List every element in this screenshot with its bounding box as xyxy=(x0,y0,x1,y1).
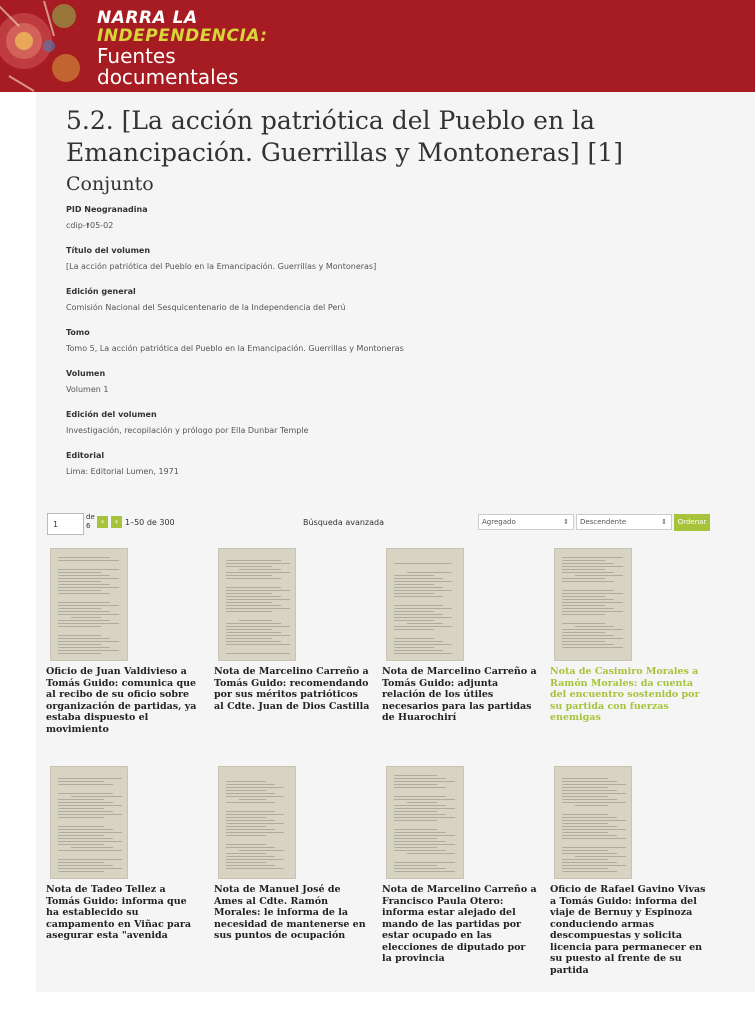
text-line xyxy=(394,620,434,621)
text-line xyxy=(58,793,113,794)
text-line xyxy=(58,611,110,612)
text-line xyxy=(562,566,623,567)
text-line xyxy=(394,587,443,588)
text-line xyxy=(394,862,455,863)
text-line xyxy=(562,629,623,630)
text-line xyxy=(562,593,623,594)
text-line xyxy=(239,799,266,800)
text-line xyxy=(407,572,452,573)
text-line xyxy=(562,790,617,791)
text-line xyxy=(394,850,446,851)
text-line xyxy=(562,557,623,558)
text-line xyxy=(58,653,101,654)
text-line xyxy=(239,569,281,570)
text-line xyxy=(394,578,443,579)
text-line xyxy=(226,641,281,642)
text-line xyxy=(394,596,443,597)
text-line xyxy=(58,620,110,621)
text-line xyxy=(58,841,122,842)
text-line xyxy=(239,850,284,851)
text-line xyxy=(562,826,617,827)
text-line xyxy=(562,596,605,597)
text-line xyxy=(562,865,626,866)
text-line xyxy=(226,638,272,639)
text-line xyxy=(226,796,284,797)
text-line xyxy=(58,626,101,627)
field-pid xyxy=(66,204,726,245)
text-line xyxy=(394,629,434,630)
field-label: PID Neogranadina xyxy=(66,205,148,214)
next-page-button[interactable] xyxy=(111,516,122,528)
text-line xyxy=(58,817,104,818)
text-line xyxy=(226,787,284,788)
text-line xyxy=(562,644,614,645)
text-line xyxy=(226,802,275,803)
text-line xyxy=(58,862,104,863)
text-line xyxy=(562,817,617,818)
text-line xyxy=(562,572,614,573)
text-line xyxy=(58,623,119,624)
text-line xyxy=(575,626,614,627)
text-line xyxy=(394,820,437,821)
text-line xyxy=(58,557,110,558)
text-line xyxy=(394,575,434,576)
result-caption[interactable]: Nota de Marcelino Carreño a Francisco Paula Otero: informa estar alejado del mando de las partidas por estar ocupado en las elecciones de diputado por la provincia xyxy=(382,884,537,964)
text-line xyxy=(58,602,110,603)
prev-page-button[interactable] xyxy=(97,516,108,528)
text-line xyxy=(562,871,617,872)
result-caption[interactable]: Nota de Marcelino Carreño a Tomás Guido: recomendando por sus méritos patrióticos al Cdte. Juan de Dios Castilla xyxy=(214,666,370,712)
text-line xyxy=(58,578,119,579)
text-line xyxy=(394,614,443,615)
text-line xyxy=(562,605,605,606)
result-caption[interactable]: Oficio de Juan Valdivieso a Tomás Guido: comunica que al recibo de su oficio sobre organización de partidas, ya estaba dispuesto el movimiento xyxy=(46,666,197,735)
text-line xyxy=(562,623,605,624)
text-line xyxy=(394,847,437,848)
result-caption[interactable]: Oficio de Rafael Gavino Vivas a Tomás Guido: informa del viaje de Bernuy y Espinoza conduciendo armas descompuestas y solicita licencia para permanecer en su puesto al frente de su partida xyxy=(550,884,706,976)
text-line xyxy=(58,572,101,573)
text-line xyxy=(394,844,455,845)
text-line xyxy=(562,787,608,788)
document-thumbnail[interactable] xyxy=(218,548,296,661)
document-thumbnail[interactable] xyxy=(386,548,464,661)
text-line xyxy=(58,784,113,785)
chevron-left-icon: ‹ xyxy=(100,517,105,526)
text-line xyxy=(575,805,608,806)
text-line xyxy=(226,626,290,627)
text-line xyxy=(394,653,452,654)
text-line xyxy=(394,605,443,606)
field-value: Lima: Editorial Lumen, 1971 xyxy=(66,467,179,476)
text-line xyxy=(407,623,443,624)
text-line xyxy=(58,569,119,570)
text-line xyxy=(226,599,290,600)
text-line xyxy=(394,865,437,866)
result-caption[interactable]: Nota de Casimiro Morales a Ramón Morales: da cuenta del encuentro sostenido por su partida con fuerzas enemigas xyxy=(550,666,700,723)
text-line xyxy=(562,796,608,797)
text-line xyxy=(394,871,455,872)
text-line xyxy=(226,635,290,636)
text-line xyxy=(226,608,290,609)
updown-arrow-icon: ⇕ xyxy=(563,518,569,526)
field-publisher xyxy=(66,450,726,491)
field-value: Volumen 1 xyxy=(66,385,109,394)
text-line xyxy=(226,629,272,630)
field-label: Editorial xyxy=(66,451,105,460)
results-toolbar xyxy=(46,510,726,538)
text-line xyxy=(394,778,446,779)
text-line xyxy=(394,799,455,800)
text-line xyxy=(575,575,623,576)
text-line xyxy=(58,581,101,582)
document-thumbnail[interactable] xyxy=(386,766,464,879)
page-total: 6 xyxy=(86,522,91,530)
text-line xyxy=(58,808,104,809)
text-line xyxy=(562,563,614,564)
text-line xyxy=(562,638,623,639)
updown-arrow-icon: ⇕ xyxy=(661,518,667,526)
text-line xyxy=(58,844,104,845)
text-line xyxy=(226,590,290,591)
text-line xyxy=(226,596,281,597)
text-line xyxy=(394,832,446,833)
text-line xyxy=(394,590,452,591)
text-line xyxy=(226,563,290,564)
result-caption[interactable]: Nota de Manuel José de Ames al Cdte. Ramón Morales: le informa de la necesidad de mantenerse en sus puntos de ocupación xyxy=(214,884,366,941)
text-line xyxy=(562,778,608,779)
text-line xyxy=(58,635,101,636)
field-label: Volumen xyxy=(66,369,106,378)
text-line xyxy=(226,817,266,818)
brand-line-3: Fuentes xyxy=(97,44,176,68)
text-line xyxy=(58,644,101,645)
text-line xyxy=(226,847,275,848)
text-line xyxy=(562,614,605,615)
text-line xyxy=(394,775,437,776)
text-line xyxy=(71,617,101,618)
field-label: Tomo xyxy=(66,328,90,337)
page-of-text: de xyxy=(86,513,95,521)
text-line xyxy=(226,859,284,860)
text-line xyxy=(562,635,614,636)
text-line xyxy=(394,593,434,594)
text-line xyxy=(226,811,275,812)
text-line xyxy=(562,823,608,824)
sort-order-value: Descendente xyxy=(580,518,627,526)
field-label: Edición del volumen xyxy=(66,410,157,419)
text-line xyxy=(58,781,104,782)
text-line xyxy=(226,587,281,588)
text-line xyxy=(407,802,437,803)
field-general-edition xyxy=(66,286,726,327)
text-line xyxy=(58,829,113,830)
text-line xyxy=(226,868,284,869)
text-line xyxy=(226,605,281,606)
text-line xyxy=(394,817,455,818)
text-line xyxy=(407,853,455,854)
text-line xyxy=(562,608,614,609)
field-label: Título del volumen xyxy=(66,246,151,255)
text-line xyxy=(562,599,614,600)
text-line xyxy=(58,778,122,779)
text-line xyxy=(58,871,104,872)
brand-line-2: INDEPENDENCIA: xyxy=(97,26,268,46)
text-line xyxy=(394,644,452,645)
text-line xyxy=(394,641,443,642)
text-line xyxy=(562,578,605,579)
text-line xyxy=(58,811,113,812)
text-line xyxy=(58,805,122,806)
text-line xyxy=(226,829,275,830)
text-line xyxy=(226,566,272,567)
sort-order-select[interactable] xyxy=(576,514,672,530)
text-line xyxy=(575,856,626,857)
text-line xyxy=(58,650,119,651)
text-line xyxy=(226,856,275,857)
text-line xyxy=(58,614,119,615)
text-line xyxy=(226,560,281,561)
text-line xyxy=(562,602,623,603)
text-line xyxy=(562,853,617,854)
text-line xyxy=(394,563,452,564)
text-line xyxy=(226,844,266,845)
field-value: Tomo 5, La acción patriótica del Pueblo en la Emancipación. Guerrillas y Montoneras xyxy=(66,344,404,353)
text-line xyxy=(58,608,101,609)
text-line xyxy=(394,838,437,839)
text-line xyxy=(562,581,614,582)
text-line xyxy=(562,850,608,851)
text-line xyxy=(226,793,275,794)
text-line xyxy=(226,814,284,815)
field-value: Investigación, recopilación y prólogo por Ella Dunbar Temple xyxy=(66,426,309,435)
text-line xyxy=(562,647,623,648)
page-of-label xyxy=(86,513,95,531)
page-title: 5.2. [La acción patriótica del Pueblo en la Emancipación. Guerrillas y Montoneras] [1] xyxy=(66,106,623,167)
text-line xyxy=(58,850,122,851)
text-line xyxy=(562,784,626,785)
sort-field-value: Agregado xyxy=(482,518,516,526)
text-line xyxy=(226,820,275,821)
text-line xyxy=(226,832,284,833)
text-line xyxy=(394,581,452,582)
site-logo[interactable] xyxy=(97,10,268,87)
text-line xyxy=(226,823,284,824)
text-line xyxy=(394,805,446,806)
document-thumbnail[interactable] xyxy=(50,766,128,879)
metadata-fields xyxy=(66,204,726,491)
sort-field-select[interactable] xyxy=(478,514,574,530)
page-number-input[interactable] xyxy=(47,513,84,535)
text-line xyxy=(58,799,104,800)
brand-line-1: NARRA LA xyxy=(97,8,198,28)
text-line xyxy=(226,578,281,579)
text-line xyxy=(58,832,122,833)
text-line xyxy=(394,611,434,612)
text-line xyxy=(58,835,104,836)
text-line xyxy=(58,590,101,591)
results-range: 1–50 de 300 xyxy=(125,518,175,527)
text-line xyxy=(394,829,437,830)
document-thumbnail[interactable] xyxy=(50,548,128,661)
text-line xyxy=(71,847,113,848)
text-line xyxy=(239,620,272,621)
text-line xyxy=(394,781,455,782)
text-line xyxy=(58,587,119,588)
text-line xyxy=(562,569,605,570)
text-line xyxy=(394,650,443,651)
text-line xyxy=(226,593,272,594)
result-caption[interactable]: Nota de Tadeo Tellez a Tomás Guido: informa que ha establecido su campamento en Viñac para asegurar esta "avenida xyxy=(46,884,192,941)
text-line xyxy=(226,826,266,827)
text-line xyxy=(58,868,122,869)
document-thumbnail[interactable] xyxy=(554,548,632,661)
text-line xyxy=(394,811,437,812)
text-line xyxy=(562,793,626,794)
text-line xyxy=(226,611,272,612)
text-line xyxy=(226,835,266,836)
text-line xyxy=(226,653,290,654)
text-line xyxy=(226,602,272,603)
field-volume-edition xyxy=(66,409,726,450)
text-line xyxy=(58,859,122,860)
text-line xyxy=(58,838,113,839)
order-button[interactable]: Ordenar xyxy=(674,514,710,531)
text-line xyxy=(394,617,452,618)
text-line xyxy=(394,841,446,842)
chevron-right-icon: › xyxy=(114,517,119,526)
text-line xyxy=(562,641,605,642)
text-line xyxy=(562,868,608,869)
text-line xyxy=(226,572,290,573)
text-line xyxy=(562,611,623,612)
site-header xyxy=(0,0,755,92)
field-volume-title xyxy=(66,245,726,286)
text-line xyxy=(58,575,110,576)
document-thumbnail[interactable] xyxy=(218,766,296,879)
text-line xyxy=(394,584,434,585)
text-line xyxy=(562,590,614,591)
result-caption[interactable]: Nota de Marcelino Carreño a Tomás Guido: adjunta relación de los útiles necesarios para las partidas de Huarochirí xyxy=(382,666,537,723)
text-line xyxy=(562,560,605,561)
text-line xyxy=(562,820,626,821)
text-line xyxy=(394,608,452,609)
text-line xyxy=(562,859,608,860)
text-line xyxy=(562,781,617,782)
text-line xyxy=(58,638,110,639)
text-line xyxy=(562,799,617,800)
decorative-pattern-icon xyxy=(0,0,84,92)
field-value: [La acción patriótica del Pueblo en la Emancipación. Guerrillas y Montoneras] xyxy=(66,262,377,271)
text-line xyxy=(562,802,626,803)
text-line xyxy=(226,644,290,645)
text-line xyxy=(562,862,617,863)
text-line xyxy=(394,787,446,788)
text-line xyxy=(58,865,113,866)
brand-line-4: documentales xyxy=(97,65,239,89)
page-subtitle: Conjunto xyxy=(66,173,154,195)
text-line xyxy=(394,835,455,836)
text-line xyxy=(394,814,446,815)
text-line xyxy=(562,829,626,830)
text-line xyxy=(226,790,266,791)
text-line xyxy=(71,796,122,797)
text-line xyxy=(226,862,266,863)
text-line xyxy=(394,647,434,648)
text-line xyxy=(394,784,437,785)
text-line xyxy=(562,632,605,633)
text-line xyxy=(58,814,122,815)
text-line xyxy=(562,814,608,815)
text-line xyxy=(58,826,104,827)
document-thumbnail[interactable] xyxy=(554,766,632,879)
text-line xyxy=(58,802,113,803)
text-line xyxy=(226,623,281,624)
field-value: Comisión Nacional del Sesquicentenario de la Independencia del Perú xyxy=(66,303,346,312)
text-line xyxy=(394,808,455,809)
text-line xyxy=(394,626,452,627)
text-line xyxy=(226,781,266,782)
text-line xyxy=(58,593,110,594)
text-line xyxy=(394,868,446,869)
text-line xyxy=(562,847,626,848)
text-line xyxy=(226,784,275,785)
text-line xyxy=(394,638,434,639)
text-line xyxy=(58,605,119,606)
text-line xyxy=(58,560,119,561)
text-line xyxy=(226,853,266,854)
field-label: Edición general xyxy=(66,287,136,296)
text-line xyxy=(58,647,110,648)
field-tome xyxy=(66,327,726,368)
text-line xyxy=(562,832,608,833)
text-line xyxy=(226,632,281,633)
text-line xyxy=(394,796,446,797)
text-line xyxy=(226,865,275,866)
text-line xyxy=(58,641,119,642)
text-line xyxy=(226,575,272,576)
field-volume xyxy=(66,368,726,409)
text-line xyxy=(562,835,617,836)
advanced-search-link[interactable]: Búsqueda avanzada xyxy=(303,518,385,527)
text-line xyxy=(562,838,626,839)
text-line xyxy=(58,584,110,585)
field-value: cdip-🠩05-02 xyxy=(66,221,114,230)
